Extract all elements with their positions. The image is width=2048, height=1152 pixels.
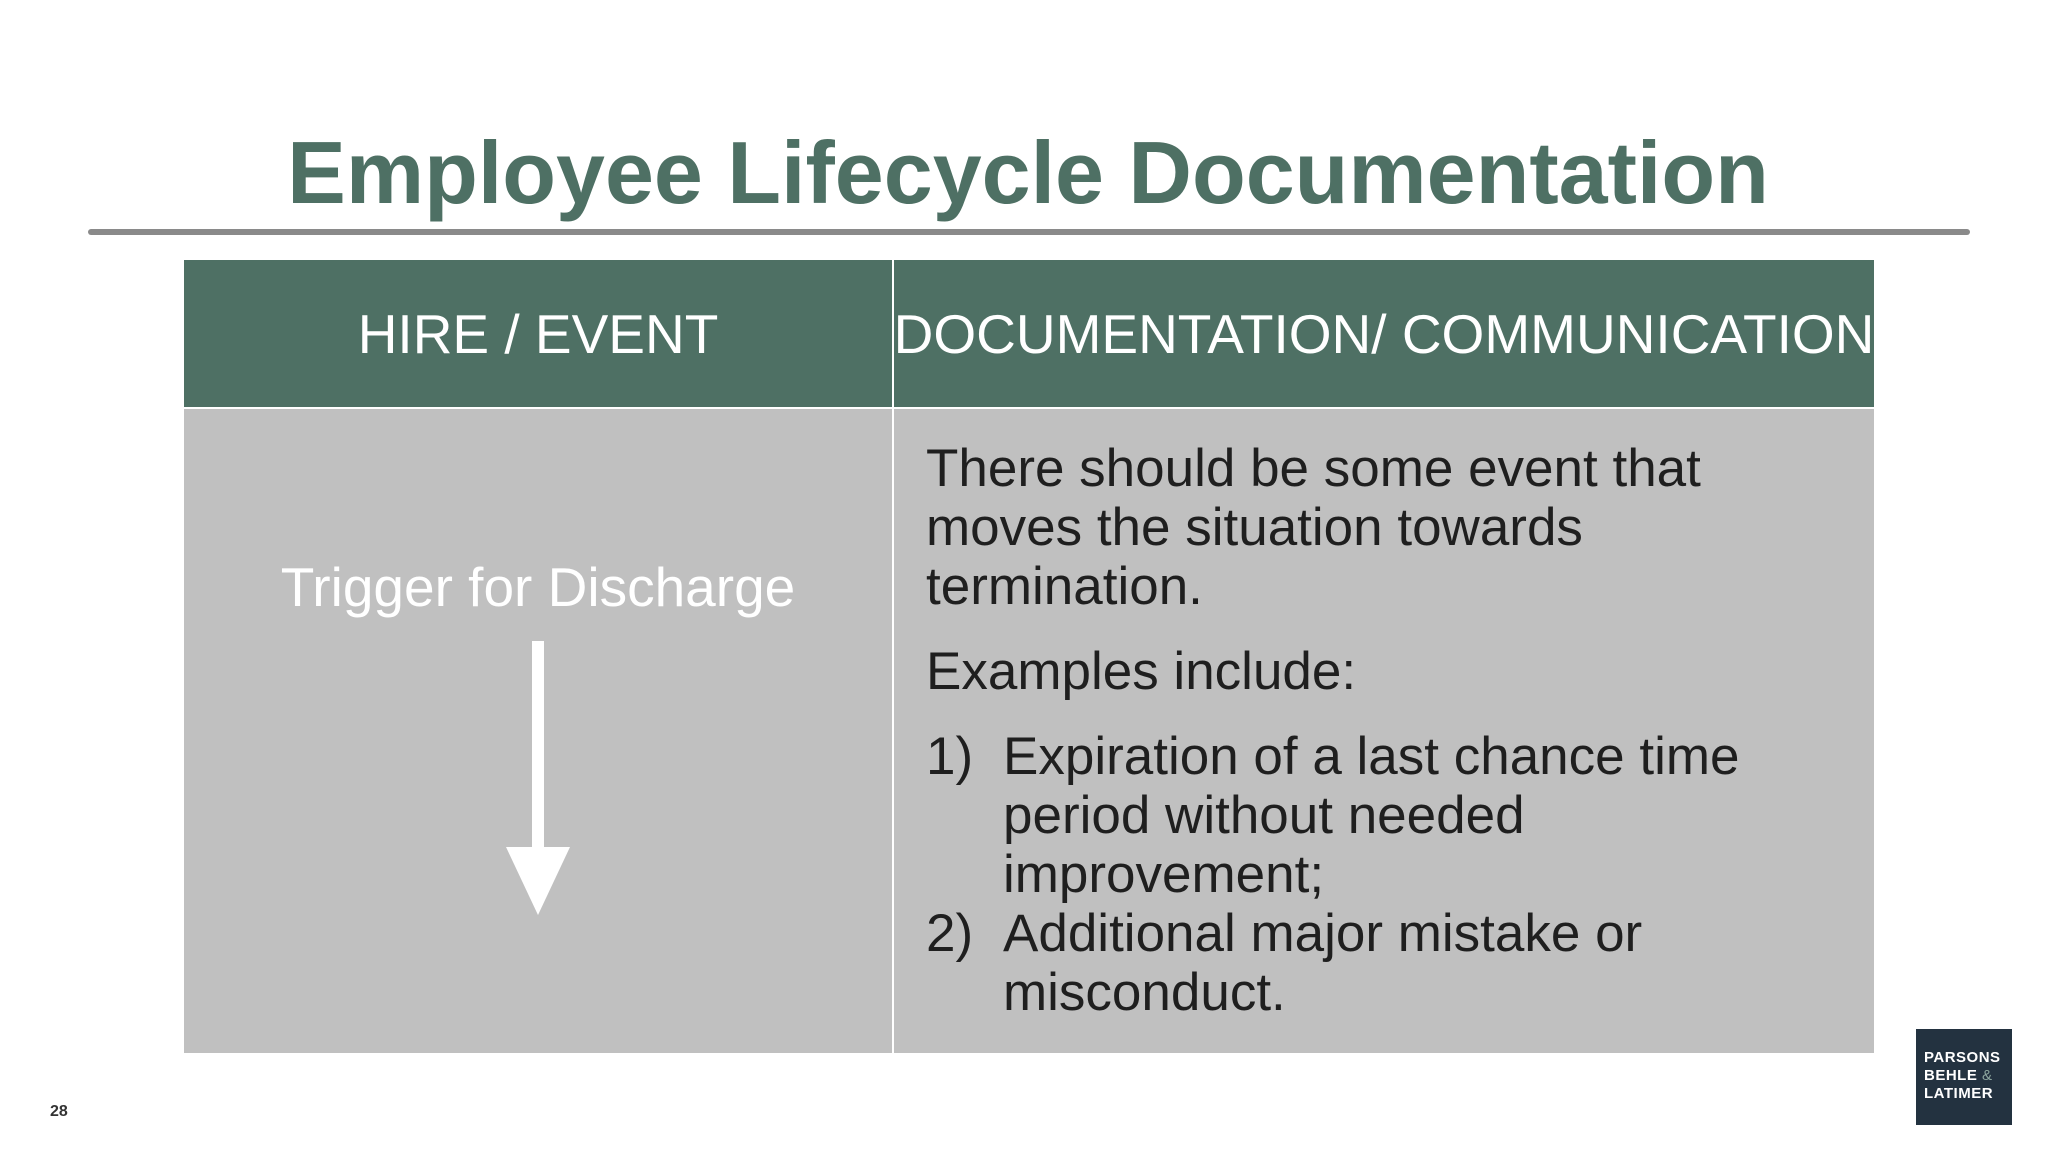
paragraph-event: There should be some event that moves the situation towards termination. [926,439,1701,616]
lifecycle-table [184,260,1874,1053]
documentation-text [926,439,1856,1022]
paragraph-examples: Examples include: [926,642,1357,701]
logo-ampersand: & [1982,1067,1993,1084]
trigger-label: Trigger for Discharge [280,556,796,618]
title-divider [88,229,1970,235]
logo-line-behle [1924,1067,2012,1085]
arrow-down-icon [506,641,570,915]
column-divider [892,260,894,1053]
row-divider [184,407,1874,409]
list-item [926,904,1856,1022]
list-item [926,727,1856,904]
slide-title: Employee Lifecycle Documentation [287,123,1769,222]
header-hire-event: HIRE / EVENT [184,260,892,407]
header-documentation: DOCUMENTATION/ COMMUNICATION [894,260,1874,407]
logo-behle-text: BEHLE [1924,1067,1978,1084]
list-number: 2) [926,904,974,963]
list-number: 1) [926,727,974,786]
page-number: 28 [50,1103,68,1120]
documentation-cell [894,409,1874,1053]
logo-line-latimer: LATIMER [1924,1085,1994,1102]
logo-line-parsons: PARSONS [1924,1049,2001,1066]
hire-event-cell [184,409,892,1053]
list-text: Additional major mistake or misconduct. [1003,904,1643,1022]
list-text: Expiration of a last chance time period without needed improvement; [1003,727,1740,904]
firm-logo [1916,1029,2012,1125]
